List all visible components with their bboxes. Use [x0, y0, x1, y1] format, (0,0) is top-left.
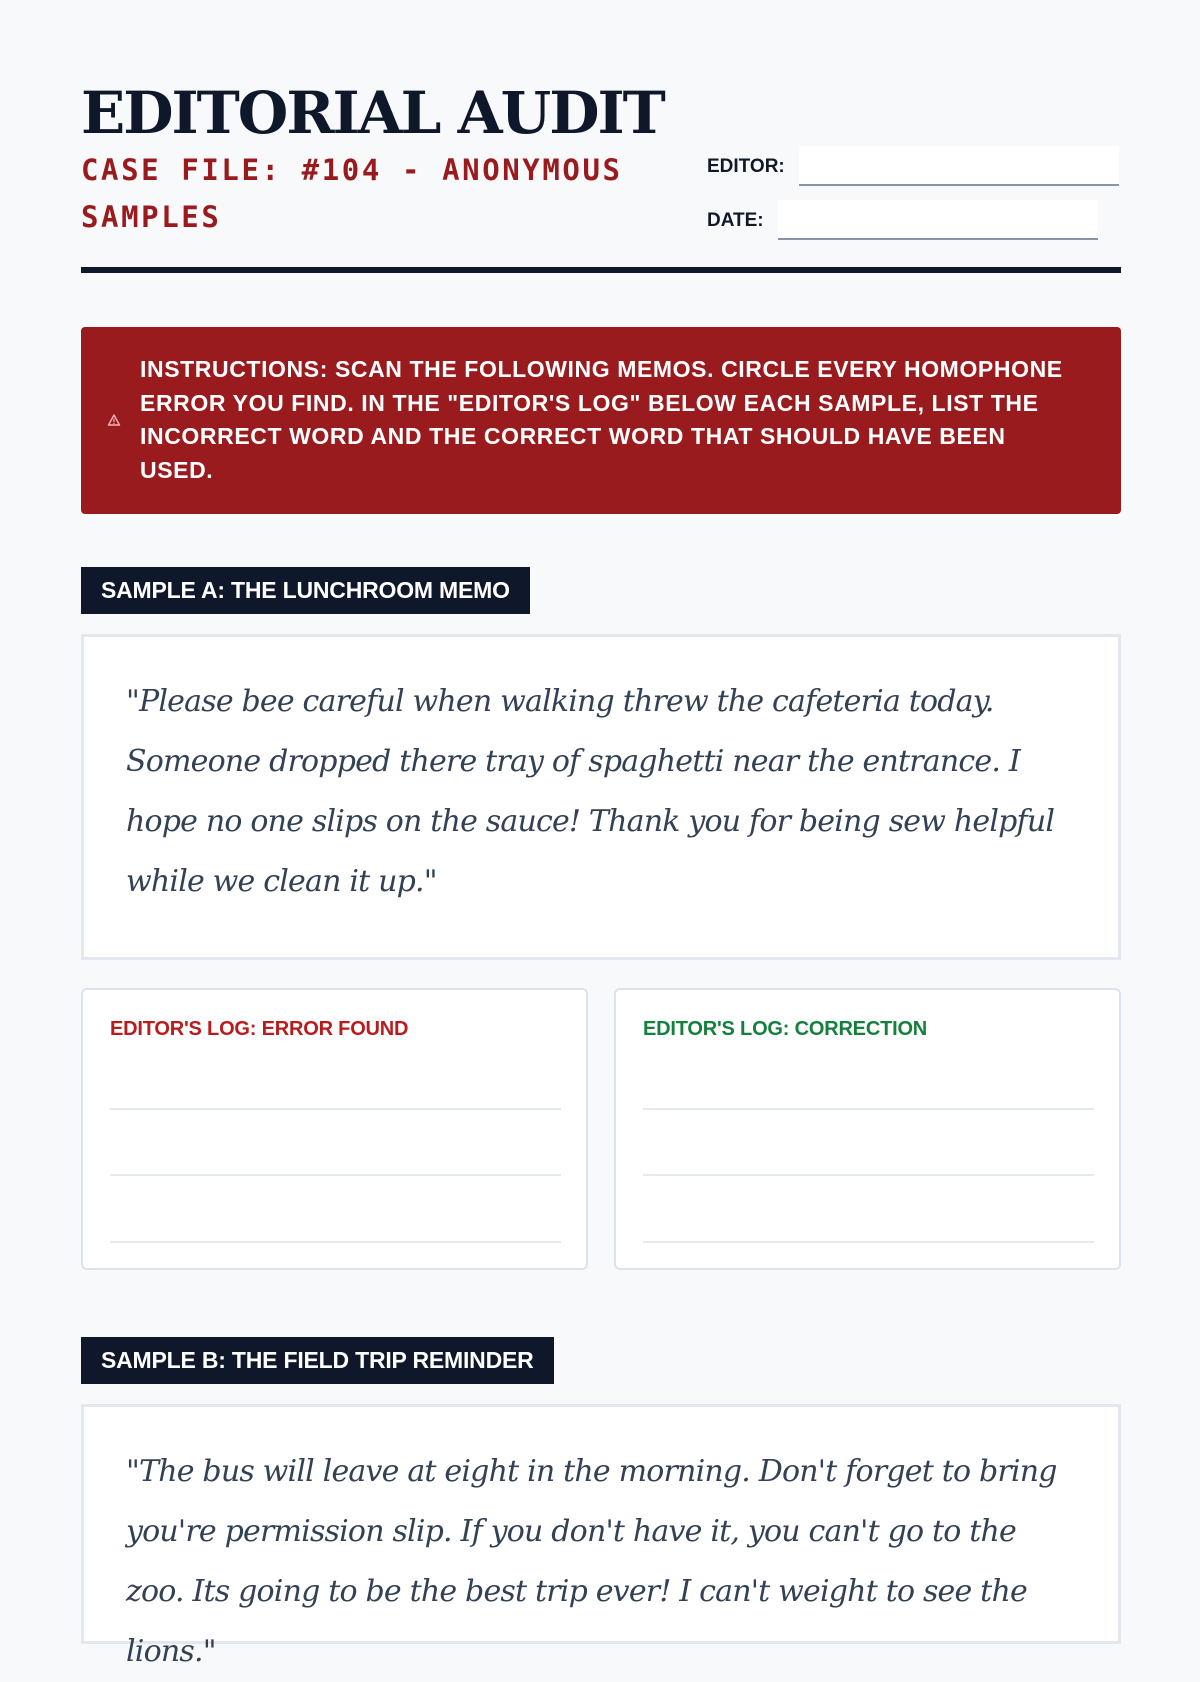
error-log-box — [81, 988, 588, 1270]
date-row — [707, 200, 1098, 240]
correction-log-line[interactable] — [643, 1108, 1094, 1110]
worksheet — [81, 0, 1121, 1669]
date-label: DATE: — [707, 210, 764, 231]
page-title: EDITORIAL AUDIT — [81, 79, 664, 147]
date-field[interactable] — [778, 200, 1098, 240]
error-log-line[interactable] — [110, 1174, 561, 1176]
case-file-subtitle: CASE FILE: #104 - ANONYMOUS SAMPLES — [81, 153, 623, 234]
editor-row — [707, 146, 1119, 186]
instructions-text: INSTRUCTIONS: SCAN THE FOLLOWING MEMOS. CIRCLE EVERY HOMOPHONE ERROR YOU FIND. IN THE "EDITOR'S LOG" BELOW EACH SAMPLE, LIST THE INCORRECT WORD AND THE CORRECT WORD THAT SHOULD HAVE BEEN USED. — [140, 356, 1063, 483]
error-log-title: EDITOR'S LOG: ERROR FOUND — [110, 1018, 409, 1040]
sample-b-memo — [81, 1404, 1121, 1669]
editor-field[interactable] — [799, 146, 1119, 186]
correction-log-line[interactable] — [643, 1241, 1094, 1243]
correction-log-line[interactable] — [643, 1174, 1094, 1176]
header-divider — [81, 267, 1121, 273]
sample-a-label: SAMPLE A: THE LUNCHROOM MEMO — [81, 567, 530, 614]
header — [81, 0, 1121, 275]
error-log-line[interactable] — [110, 1241, 561, 1243]
correction-log-box — [614, 988, 1121, 1270]
editor-label: EDITOR: — [707, 156, 785, 177]
warning-icon — [107, 413, 121, 427]
error-log-line[interactable] — [110, 1108, 561, 1110]
correction-log-title: EDITOR'S LOG: CORRECTION — [643, 1018, 928, 1040]
instructions-banner — [81, 327, 1121, 514]
sample-b-memo-text: "The bus will leave at eight in the morning. Don't forget to bring you're permission slip. If you don't have it, you can't go to the zoo. Its going to be the best trip ever! I can't weight to see the lions." — [126, 1454, 1057, 1669]
sample-b-label: SAMPLE B: THE FIELD TRIP REMINDER — [81, 1337, 554, 1384]
sample-a-memo-text: "Please bee careful when walking threw the cafeteria today. Someone dropped there tray of spaghetti near the entrance. I hope no one slips on the sauce! Thank you for being sew helpful while we clean it up." — [126, 684, 1055, 899]
sample-a-memo — [81, 634, 1121, 960]
